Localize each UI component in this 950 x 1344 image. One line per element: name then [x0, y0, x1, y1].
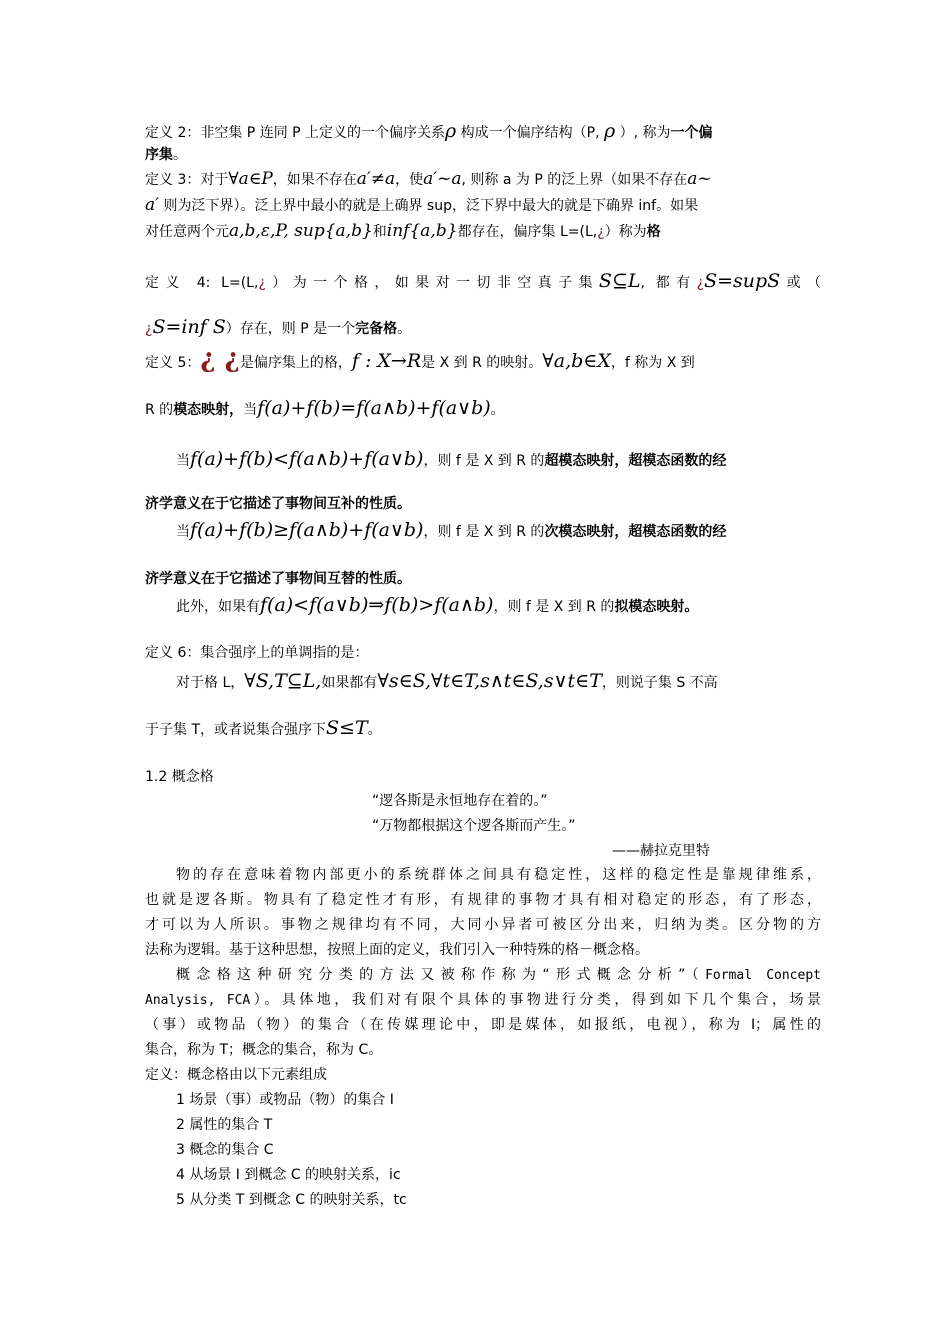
list-item: 3 概念的集合 C [176, 1142, 274, 1158]
concept-lattice-definition: 定义：概念格由以下元素组成 [145, 1067, 327, 1083]
def2-end: 。 [173, 147, 187, 163]
def3-text-g: 都存在，偏序集 L=(L, [457, 224, 598, 240]
para2-english-term: Formal Concept [705, 968, 821, 983]
para1-line2: 也就是逻各斯。物具有了稳定性才有形，有规律的事物才具有相对稳定的形态，有了形态， [145, 892, 821, 908]
def3-text-line2: 则为泛下界）。泛上界中最小的就是上确界 sup，泛下界中最大的就是下确界 inf。如果 [159, 198, 699, 214]
def6-text-d: 于子集 T，或者说集合强序下 [145, 722, 327, 738]
section-heading: 1.2 概念格 [145, 769, 214, 785]
para1-line3: 才可以为人所识。事物之规律均有不同，大同小异者可被区分出来，归纳为类。区分物的方 [145, 917, 821, 933]
para2-line1 [176, 966, 821, 985]
def5-text-c: 是 X 到 R 的映射。 [421, 355, 543, 371]
def2-line2 [145, 146, 821, 164]
list-item: 4 从场景 I 到概念 C 的映射关系，ic [176, 1167, 401, 1183]
math-sup: , sup{a,b} [283, 222, 373, 241]
def5-text-k: 此外，如果有 [176, 599, 260, 615]
def5-line3 [176, 446, 821, 472]
def5-line6 [145, 570, 821, 588]
para1-line4: 法称为逻辑。基于这种思想，按照上面的定义，我们引入一种特殊的格－概念格。 [145, 942, 649, 958]
def5-text-g: 当 [176, 453, 190, 469]
para2-line2 [145, 991, 821, 1010]
def5-text-i: 当 [176, 524, 190, 540]
math-inf: inf{a,b} [386, 222, 458, 241]
math-elements: a,b,ε,P [229, 222, 284, 241]
math-a-prime-neq-a: a′≠a [356, 170, 396, 189]
quote-author: ——赫拉克里特 [612, 843, 710, 859]
math-forall-a-in-p: ∀a∈P [228, 170, 273, 189]
list-item: 2 属性的集合 T [176, 1117, 273, 1133]
def3-line1 [145, 170, 821, 189]
broken-glyphs: ¿ ¿ [200, 346, 240, 372]
def4-text-d: 或（ [780, 275, 821, 291]
math-a-sim: a~ [687, 170, 712, 189]
def5-line5 [176, 517, 821, 543]
def6-end: 。 [367, 722, 382, 738]
def3-text-b: ，如果不存在 [272, 172, 357, 188]
def4-bold-term: 完备格 [355, 321, 398, 337]
def4-text-b: ）为一个格，如果对一切非空真子集 [265, 275, 599, 291]
def3-line3 [145, 222, 821, 241]
def2-line1 [145, 122, 821, 142]
def5-line2 [145, 395, 821, 421]
math-a-prime: a′ [145, 196, 159, 215]
broken-glyph: ¿ [258, 275, 266, 291]
math-submodal: f(a)+f(b)≥f(a∧b)+f(a∨b) [190, 519, 424, 541]
math-subset: S⊆L [598, 272, 641, 292]
def2-text-a: 定义 2：非空集 P 连同 P 上定义的一个偏序关系 [145, 125, 446, 141]
rho-symbol-2: ρ [604, 122, 616, 142]
def6-line3 [145, 716, 821, 740]
def5-text-l: ，则 f 是 X 到 R 的 [493, 599, 615, 615]
def5-text-h: ，则 f 是 X 到 R 的 [423, 453, 545, 469]
math-forall-ab: ∀a,b∈X [542, 350, 611, 372]
def5-text-d: ，f 称为 X 到 [610, 355, 695, 371]
math-supermodal: f(a)+f(b)<f(a∧b)+f(a∨b) [190, 448, 424, 470]
math-sup-s: S=supS [704, 272, 781, 292]
para1-line1: 物的存在意味着物内部更小的系统群体之间具有稳定性，这样的稳定性是靠规律维系， [176, 867, 821, 883]
broken-glyph-2: ¿ [696, 275, 705, 291]
para2-line4: 集合，称为 T；概念的集合，称为 C。 [145, 1042, 383, 1058]
list-item: 1 场景（事）或物品（物）的集合 I [176, 1092, 394, 1108]
def4-text-c: , 都有 [640, 275, 697, 291]
def4-end: 。 [397, 321, 412, 337]
def5-text-a: 定义 5： [145, 355, 201, 371]
quote-line-1: “逻各斯是永恒地存在着的。” [372, 793, 548, 809]
def5-bold-complement: 济学意义在于它描述了事物间互补的性质。 [145, 496, 411, 512]
math-forall-st: ∀S,T⊆L, [244, 670, 322, 692]
def5-bold-supermodal: 超模态映射，超模态函数的经 [544, 453, 727, 469]
def5-line4 [145, 495, 821, 513]
para2-text-b: ）。具体地，我们对有限个具体的事物进行分类，得到如下几个集合，场景 [250, 992, 821, 1008]
def3-text-c: ，使 [395, 172, 424, 188]
def5-line1 [145, 346, 821, 372]
math-mapping: f : X→R [351, 350, 422, 372]
math-strong-order: ∀s∈S,∀t∈T,s∧t∈S,s∨t∈T [377, 670, 602, 692]
para2-english-term-2: Analysis, FCA [145, 993, 251, 1008]
math-a-prime-sim-a: a′~a [423, 170, 462, 189]
def4-text-a: 定义 4: L=(L, [145, 275, 259, 291]
def3-text-e: 对任意两个元 [145, 224, 229, 240]
def6-text-b: 如果都有 [321, 675, 378, 691]
def5-bold-substitute: 济学意义在于它描述了事物间互替的性质。 [145, 571, 411, 587]
def5-bold-modal: 模态映射， [173, 402, 244, 418]
math-inf-s: S=inf S [152, 318, 226, 338]
def6-text-a: 对于格 L， [176, 675, 245, 691]
def3-line2 [145, 196, 821, 215]
def3-text-f: 和 [372, 224, 387, 240]
math-quasimodal: f(a)<f(a∨b)⇒f(b)>f(a∧b) [260, 594, 494, 616]
def5-bold-quasimodal: 拟模态映射。 [614, 599, 699, 615]
broken-glyph: ¿ [597, 224, 605, 240]
def5-text-e: R 的 [145, 402, 174, 418]
def5-end: 。 [490, 402, 505, 418]
math-s-leq-t: S≤T [326, 717, 368, 739]
para2-text-a: 概念格这种研究分类的方法又被称作称为“形式概念分析”（ [176, 967, 706, 983]
def2-text-b: 构成一个偏序结构（P, [456, 125, 605, 141]
def5-text-j: ，则 f 是 X 到 R 的 [423, 524, 545, 540]
rho-symbol: ρ [445, 122, 457, 142]
list-item: 5 从分类 T 到概念 C 的映射关系，tc [176, 1192, 407, 1208]
def4-line2 [145, 318, 821, 338]
def2-bold-term: 一个偏 [670, 125, 713, 141]
quote-line-2: “万物都根据这个逻各斯而产生。” [372, 818, 576, 834]
def6-line2 [176, 668, 821, 694]
def2-bold-term-2: 序集 [145, 147, 173, 163]
broken-glyph-3: ¿ [145, 321, 153, 337]
def4-text-e: ）存在，则 P 是一个 [225, 321, 356, 337]
def3-text-d: , 则称 a 为 P 的泛上界（如果不存在 [461, 172, 688, 188]
def5-bold-submodal: 次模态映射，超模态函数的经 [544, 524, 727, 540]
para2-line3: （事）或物品（物）的集合（在传媒理论中，即是媒体，如报纸，电视），称为 I；属性的 [145, 1017, 821, 1033]
def5-line7 [176, 592, 821, 618]
def3-text-a: 定义 3：对于 [145, 172, 229, 188]
def6-line1: 定义 6：集合强序上的单调指的是： [145, 645, 369, 661]
def5-text-b: 是偏序集上的格， [239, 355, 352, 371]
def2-text-c: ）, 称为 [615, 125, 671, 141]
def4-line1 [145, 272, 821, 292]
math-modal-eq: f(a)+f(b)=f(a∧b)+f(a∨b) [257, 397, 491, 419]
def3-bold-term: 格 [646, 224, 661, 240]
def6-text-c: ，则说子集 S 不高 [601, 675, 718, 691]
def3-text-h: ）称为 [604, 224, 647, 240]
def5-text-f: 当 [243, 402, 258, 418]
